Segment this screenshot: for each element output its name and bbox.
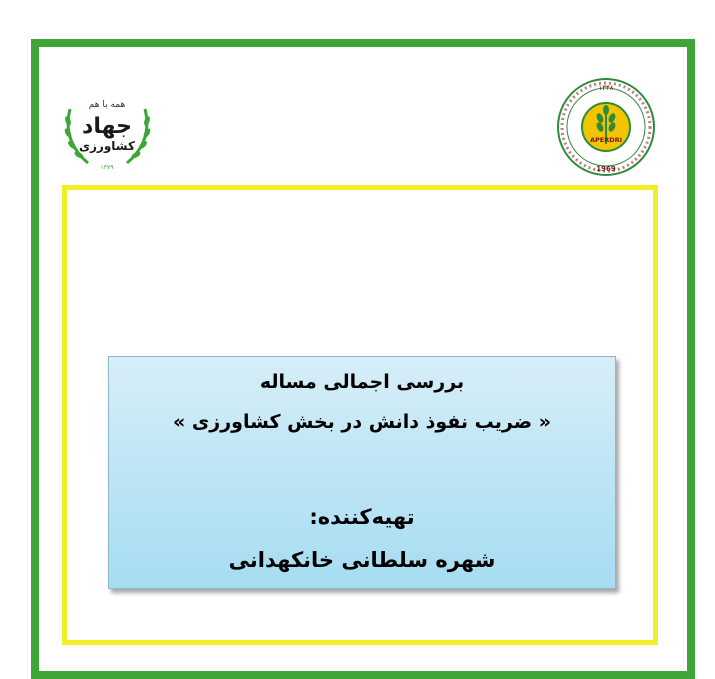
aperdri-emblem [547, 76, 665, 178]
title-line-2: « ضریب نفوذ دانش در بخش کشاورزی » [173, 411, 551, 433]
author-name: شهره سلطانی خانکهدانی [228, 548, 496, 572]
logo-year: ۱۳۷۹ [100, 164, 114, 171]
title-box [108, 356, 616, 589]
emblem-year-persian: ۱۳۴۸ [598, 84, 614, 92]
title-line-1: بررسی اجمالی مساله [259, 371, 465, 393]
emblem-acronym: APERDRI [589, 136, 623, 144]
logo-slogan: همه با هم [88, 100, 126, 110]
emblem-year: 1969 [596, 165, 616, 173]
jahad-keshavarzi-logo [60, 79, 155, 175]
logo-word-keshavarzi: کشاورزی [79, 139, 135, 153]
logo-word-jahad: جهاد [82, 114, 132, 139]
prepared-by-label: تهیه‌کننده: [309, 505, 415, 529]
